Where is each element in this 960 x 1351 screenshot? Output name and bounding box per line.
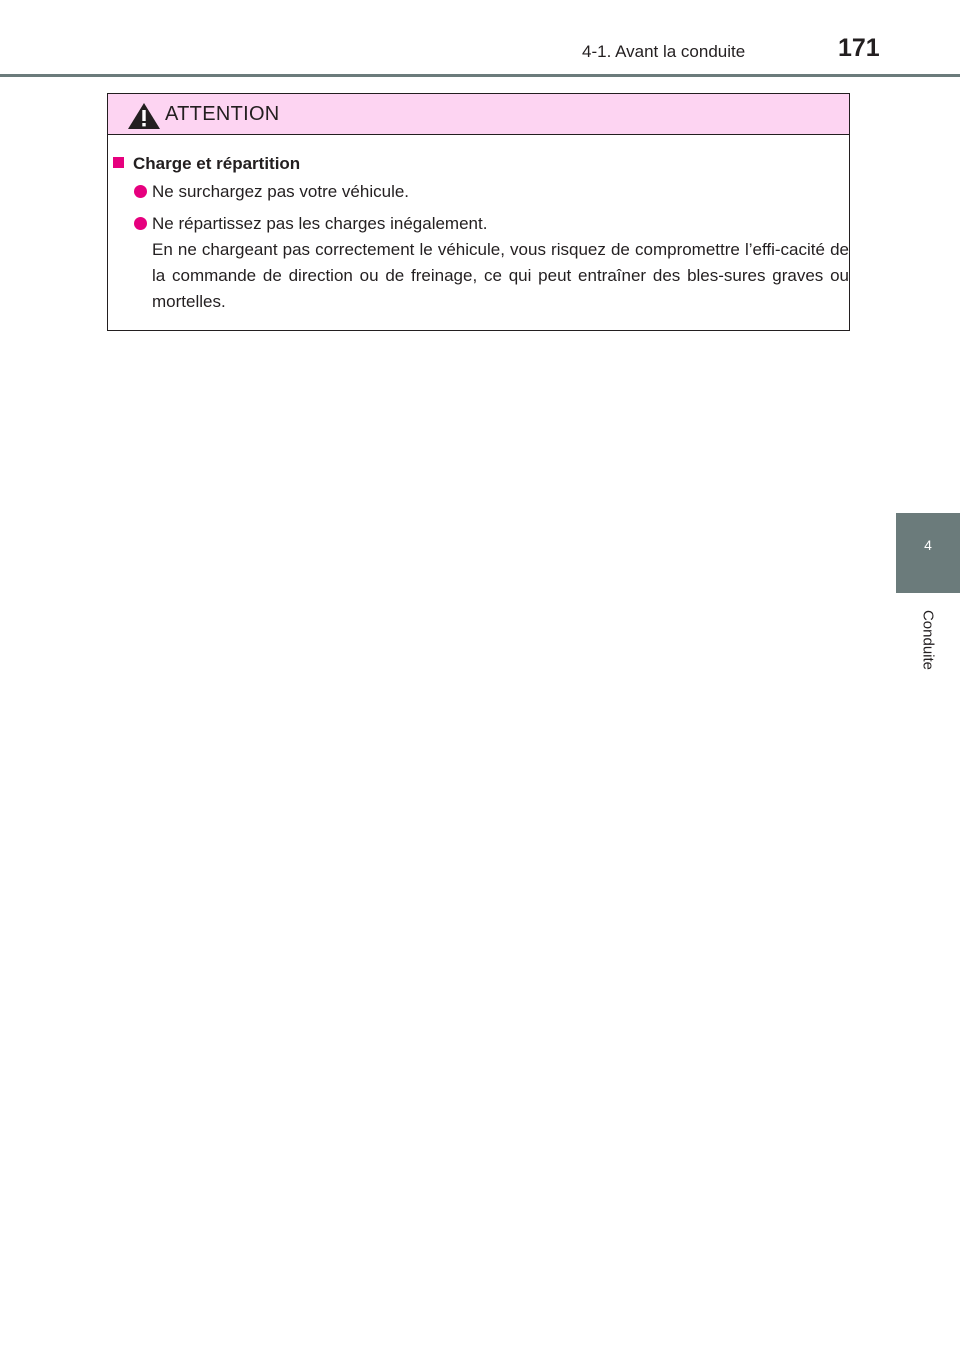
list-item-text: Ne répartissez pas les charges inégalement. bbox=[152, 214, 488, 233]
list-item-text: Ne surchargez pas votre véhicule. bbox=[152, 182, 410, 201]
warning-triangle-icon bbox=[127, 102, 161, 130]
square-bullet-icon bbox=[113, 157, 124, 168]
chapter-number: 4 bbox=[924, 537, 932, 553]
list-item bbox=[134, 179, 409, 205]
warning-subheading-text: Charge et répartition bbox=[133, 154, 301, 173]
chapter-label: Conduite bbox=[919, 609, 937, 671]
warning-title: ATTENTION bbox=[165, 103, 280, 125]
list-item bbox=[134, 211, 849, 315]
section-title: 4-1. Avant la conduite bbox=[582, 42, 746, 61]
warning-header bbox=[108, 94, 849, 135]
chapter-tab bbox=[896, 513, 960, 593]
warning-box bbox=[107, 93, 850, 331]
header-rule bbox=[0, 74, 960, 77]
list-item-description: En ne chargeant pas correctement le véhicule, vous risquez de compromettre l’effi-cacité de la commande de direction ou de freinage, ce qui peut entraîner des bles-sures graves ou mortelles. bbox=[152, 240, 849, 311]
circle-bullet-icon bbox=[134, 217, 147, 230]
circle-bullet-icon bbox=[134, 185, 147, 198]
page-number: 171 bbox=[838, 34, 880, 62]
warning-subheading bbox=[113, 154, 300, 174]
